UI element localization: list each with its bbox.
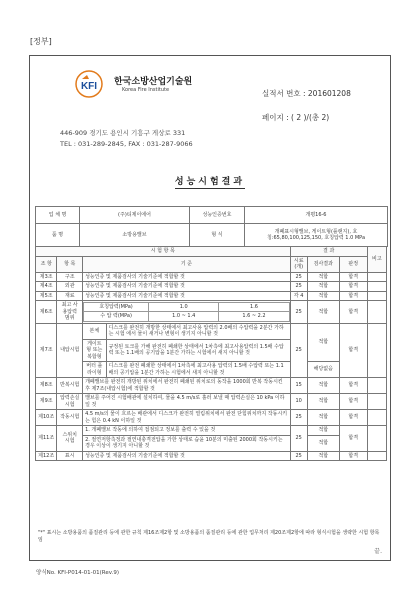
row-clause: 제10조 — [36, 410, 57, 426]
product-value: 소방용밸브 — [80, 224, 190, 247]
row-sample: 10 — [290, 394, 307, 410]
sub-criteria-gate: 규정된 토크를 가해 완전히 폐쇄한 상태에서 1차측에 최고사용압력의 1.5배 수압력 또는 1.1배의 공기압을 1분간 가하는 시험에서 새지 아니할 것 — [106, 339, 290, 362]
row-sample: 25 — [290, 426, 307, 452]
row-remark — [367, 291, 386, 301]
table-row — [36, 410, 387, 426]
row-sample: 25 — [290, 272, 307, 282]
row-judge-2: 적합 — [307, 435, 339, 451]
page-indicator: 페이지 : ( 2 )/(총 2) — [262, 113, 330, 122]
header-criteria: 기 준 — [83, 256, 291, 272]
row-item: 작동시험 — [57, 410, 83, 426]
org-address: 446-909 경기도 용인시 기흥구 게상로 331 — [60, 129, 186, 137]
row-verdict: 합격 — [339, 291, 367, 301]
model-value: 개폐표시형밸브, 게이트형(플랜지), 호칭:65,80,100,125,150, 호칭압력 1.0 MPa — [245, 224, 388, 247]
table-row — [36, 291, 387, 301]
row-criteria: 개폐밸브를 완전히 개방된 위치에서 완전히 폐쇄된 위치로의 동작을 1000회 반복 작동시킨 후 제7조(내압시험)에 적합할 것 — [83, 378, 291, 394]
row-verdict: 합격 — [339, 426, 367, 452]
header-clause: 조 항 — [36, 256, 57, 272]
kfi-logo-icon — [74, 70, 104, 98]
row-judge: 적합 — [307, 272, 339, 282]
row-sample: 25 — [290, 282, 307, 292]
nominal-pressure-1: 1.0 — [149, 302, 219, 312]
row-criteria: 4.5 m/s의 물이 흐르는 배관에서 디스크가 완전히 열림위치에서 완전 닫힘위치까지 작동시키는 힘은 0.4 kN 이하일 것 — [83, 410, 291, 426]
row-clause: 제6조 — [36, 301, 57, 324]
document-page — [29, 55, 391, 561]
table-row — [36, 378, 387, 394]
row-judge: 적합 — [307, 291, 339, 301]
table-row — [36, 426, 387, 436]
row-remark — [367, 282, 386, 292]
test-results-table — [35, 246, 387, 461]
row-sample: 25 — [290, 451, 307, 461]
row-remark — [367, 301, 386, 324]
row-clause: 제9조 — [36, 394, 57, 410]
row-criteria: 성능인증 및 제품검사의 기술기준에 적합할 것 — [83, 291, 291, 301]
row-clause: 제11조 — [36, 426, 57, 452]
row-clause: 제12조 — [36, 451, 57, 461]
sub-criteria-body: 디스크를 완전히 개방한 상태에서 최고사용 압력의 2.0배의 수압력을 2분간 가하는 시험 에서 물이 새거나 변형이 생기지 아니할 것 — [106, 323, 290, 339]
row-item: 외관 — [57, 282, 83, 292]
row-verdict: 합격 — [339, 394, 367, 410]
approval-label: 성능인증번호 — [190, 207, 245, 224]
table-row — [36, 323, 387, 339]
row-judge: 적합 — [307, 282, 339, 292]
document-title — [30, 174, 390, 187]
header-remark: 비고 — [367, 247, 386, 273]
row-item: 최고 사용압력 범위 — [57, 301, 83, 324]
org-name-en: Korea Fire Institute — [122, 87, 170, 93]
applicant-value: (주)티제이에어 — [80, 207, 190, 224]
row-remark — [367, 323, 386, 378]
row-judge-1: 적합 — [307, 426, 339, 436]
nominal-pressure-2: 1.6 — [219, 302, 289, 312]
header-test-items: 시 험 항 목 — [36, 247, 291, 257]
attachment-label: [정부] — [30, 37, 52, 46]
form-number: 양식No. KFI-P014-01-01(Rev.9) — [36, 570, 119, 576]
row-clause: 제3조 — [36, 272, 57, 282]
row-criteria: 성능인증 및 제품검사의 기술기준에 적합할 것 — [83, 282, 291, 292]
row-remark — [367, 272, 386, 282]
header-item: 항 목 — [57, 256, 83, 272]
row-remark — [367, 394, 386, 410]
org-address-block — [60, 128, 193, 150]
row-sample: 각 4 — [290, 291, 307, 301]
table-row — [36, 272, 387, 282]
sub-item-body: 본체 — [83, 323, 107, 339]
row-item: 표시 — [57, 451, 83, 461]
row-sample: 25 — [290, 410, 307, 426]
pressure-subtable — [83, 302, 290, 322]
row-item: 반복시험 — [57, 378, 83, 394]
row-judge: 적합 — [307, 301, 339, 324]
row-verdict: 합격 — [339, 301, 367, 324]
header-judge: 검사결과 — [307, 256, 339, 272]
row-item: 스위치 시험 — [57, 426, 83, 452]
water-pressure-label: 수 압 력(MPa) — [84, 312, 149, 322]
title-text: 성능시험결과 — [174, 177, 246, 187]
applicant-label: 업 체 명 — [36, 207, 80, 224]
end-mark: 끝. — [374, 548, 382, 555]
row-item: 재료 — [57, 291, 83, 301]
header-result: 결 과 — [290, 247, 367, 257]
info-table — [35, 206, 388, 247]
cert-number: 실적서 번호 : 201601208 — [262, 89, 351, 98]
row-verdict: 합격 — [339, 272, 367, 282]
row-clause: 제4조 — [36, 282, 57, 292]
row-remark — [367, 378, 386, 394]
row-judge-na: 해당없음 — [307, 362, 339, 378]
header-verdict: 판정 — [339, 256, 367, 272]
row-criteria-2: 2. 절연저항측정과 절연내충격전압을 가한 상태로 습윤 10분의 미출된 2000회 작동시키는 경우 이상이 생기지 아니할 것 — [83, 435, 291, 451]
row-clause: 제5조 — [36, 291, 57, 301]
header-sample: 시료 (개) — [290, 256, 307, 272]
row-judge: 적합 — [307, 378, 339, 394]
row-verdict: 합격 — [339, 451, 367, 461]
org-name-ko: 한국소방산업기술원 — [114, 77, 193, 87]
water-pressure-2: 1.6 ~ 2.2 — [219, 312, 289, 322]
row-criteria-1: 1. 개폐밸브 작동에 의하여 접점되고 정보를 출력 수 있을 것 — [83, 426, 291, 436]
report-meta — [262, 82, 351, 130]
row-criteria: 성능인증 및 제품검사의 기술기준에 적합할 것 — [83, 272, 291, 282]
row-sample: 25 — [290, 323, 307, 378]
row-remark — [367, 451, 386, 461]
row-item: 압력손실 시험 — [57, 394, 83, 410]
sub-item-gate: 게이트형 또는 복합형 — [83, 339, 107, 362]
table-row — [36, 435, 387, 451]
row-criteria: 성능인증 및 제품검사의 기술기준에 적합할 것 — [83, 451, 291, 461]
row-judge: 적합 — [307, 394, 339, 410]
table-row — [36, 282, 387, 292]
row-verdict: 합격 — [339, 410, 367, 426]
row-sample: 15 — [290, 378, 307, 394]
footnote: "*" 표시는 소방용품의 품질관리 등에 관한 규칙 제16조제2항 및 소방용품의 품질관리 등에 관한 업무처리 제20조제2항에 따라 형식시험을 생략한 시험 항목임 — [38, 530, 380, 543]
table-row — [36, 362, 387, 378]
row-item: 구조 — [57, 272, 83, 282]
row-judge: 적합 — [307, 451, 339, 461]
row-sample: 25 — [290, 301, 307, 324]
row-verdict: 합격 — [339, 323, 367, 378]
row-verdict: 합격 — [339, 282, 367, 292]
row-remark — [367, 410, 386, 426]
row-remark — [367, 426, 386, 452]
table-row — [36, 301, 387, 324]
row-judge: 적합 — [307, 410, 339, 426]
row-verdict: 합격 — [339, 378, 367, 394]
row-judge: 적합 — [307, 323, 339, 362]
approval-value: 개평16-6 — [245, 207, 388, 224]
water-pressure-1: 1.0 ~ 1.4 — [149, 312, 219, 322]
row-item: 내압시험 — [57, 323, 83, 378]
product-label: 품 명 — [36, 224, 80, 247]
nominal-pressure-label: 호칭압력(MPa) — [84, 302, 149, 312]
sub-item-butterfly: 버터 플라이형 — [83, 362, 107, 378]
row-criteria: 밸브를 주어진 시험배관에 설치하여, 물을 4.5 m/s로 흘러 보낼 때 압력손실은 10 kPa 이하일 것 — [83, 394, 291, 410]
row-clause: 제8조 — [36, 378, 57, 394]
sub-criteria-butterfly: 디스크를 완전 폐쇄한 상태에서 1차측에 최고사용 압력의 1.5배 수압력 또는 1.1배의 공기압을 1분간 가하는 시험에서 새지 아니할 것 — [106, 362, 290, 378]
table-row — [36, 394, 387, 410]
model-label: 형 식 — [190, 224, 245, 247]
row-clause: 제7조 — [36, 323, 57, 378]
table-row — [36, 451, 387, 461]
document-header — [30, 56, 390, 151]
org-contact: TEL : 031-289-2845, FAX : 031-287-9066 — [60, 140, 193, 148]
svg-text:KFI: KFI — [80, 81, 98, 92]
